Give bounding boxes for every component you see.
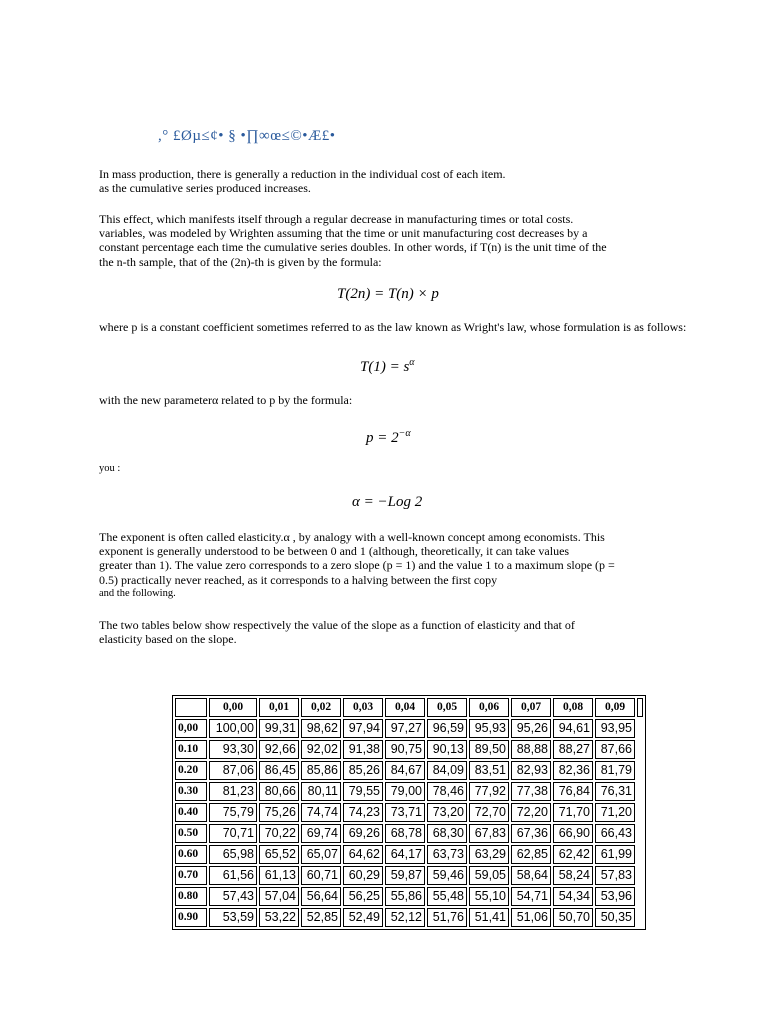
table-cell: 93,30 bbox=[209, 740, 257, 759]
table-cell: 65,07 bbox=[301, 845, 341, 864]
table-cell: 92,66 bbox=[259, 740, 299, 759]
table-row bbox=[175, 866, 643, 885]
table-row bbox=[175, 824, 643, 843]
page-heading: ,° £Øµ≤¢• § •∏∞œ≤©•Æ£• bbox=[158, 128, 336, 144]
table-cell: 74,74 bbox=[301, 803, 341, 822]
table-cell: 71,70 bbox=[553, 803, 593, 822]
table-cell: 72,70 bbox=[469, 803, 509, 822]
text-line: where p is a constant coefficient sometimes referred to as the law known as Wright's law, whose formulation is as follows: bbox=[99, 320, 687, 334]
text-line: The exponent is often called elasticity.α , by analogy with a well-known concept among economists. This bbox=[99, 530, 605, 544]
table-cell: 98,62 bbox=[301, 719, 341, 738]
table-row bbox=[175, 803, 643, 822]
table-cell: 60,29 bbox=[343, 866, 383, 885]
table-cell: 77,92 bbox=[469, 782, 509, 801]
table-cell: 82,36 bbox=[553, 761, 593, 780]
table-cell: 88,88 bbox=[511, 740, 551, 759]
table-cell: 94,61 bbox=[553, 719, 593, 738]
tables-intro-paragraph bbox=[99, 618, 699, 646]
table-cell: 55,10 bbox=[469, 887, 509, 906]
row-header: 0.90 bbox=[175, 908, 207, 927]
table-cell: 91,38 bbox=[343, 740, 383, 759]
text-line: as the cumulative series produced increases. bbox=[99, 181, 311, 196]
table-cell: 57,04 bbox=[259, 887, 299, 906]
table-cell: 69,26 bbox=[343, 824, 383, 843]
formula-exponent: α bbox=[409, 357, 415, 368]
table-cell: 61,56 bbox=[209, 866, 257, 885]
table-cell: 95,26 bbox=[511, 719, 551, 738]
table-cell: 90,75 bbox=[385, 740, 425, 759]
table-cell: 52,85 bbox=[301, 908, 341, 927]
table-cell: 99,31 bbox=[259, 719, 299, 738]
text-line: exponent is generally understood to be between 0 and 1 (although, theoretically, it can take values bbox=[99, 544, 570, 559]
text-line: the n-th sample, that of the (2n)-th is given by the formula: bbox=[99, 254, 382, 269]
table-cell: 55,86 bbox=[385, 887, 425, 906]
table-cell: 50,70 bbox=[553, 908, 593, 927]
table-cell: 90,13 bbox=[427, 740, 467, 759]
table-cell: 89,50 bbox=[469, 740, 509, 759]
table-row bbox=[175, 719, 643, 738]
table-cell: 67,83 bbox=[469, 824, 509, 843]
text-line: greater than 1). The value zero corresponds to a zero slope (p = 1) and the value 1 to a maximum slope (p = bbox=[99, 558, 615, 573]
row-header: 0.20 bbox=[175, 761, 207, 780]
table-cell: 60,71 bbox=[301, 866, 341, 885]
text-line: and the following. bbox=[99, 587, 176, 599]
table-cell: 65,98 bbox=[209, 845, 257, 864]
table-cell: 71,20 bbox=[595, 803, 635, 822]
table-cell: 53,96 bbox=[595, 887, 635, 906]
table-cell: 55,48 bbox=[427, 887, 467, 906]
table-cell: 84,09 bbox=[427, 761, 467, 780]
table-cell: 64,17 bbox=[385, 845, 425, 864]
row-header: 0,00 bbox=[175, 719, 207, 738]
table-cell: 81,79 bbox=[595, 761, 635, 780]
table-cell: 75,79 bbox=[209, 803, 257, 822]
table-cell: 51,06 bbox=[511, 908, 551, 927]
table-cell: 92,02 bbox=[301, 740, 341, 759]
column-header: 0,09 bbox=[595, 698, 635, 717]
table-cell: 97,94 bbox=[343, 719, 383, 738]
table-row bbox=[175, 740, 643, 759]
table-cell: 85,26 bbox=[343, 761, 383, 780]
table-cell: 50,35 bbox=[595, 908, 635, 927]
table-cell: 61,13 bbox=[259, 866, 299, 885]
row-header: 0.60 bbox=[175, 845, 207, 864]
table-cell: 66,43 bbox=[595, 824, 635, 843]
table-cell: 87,66 bbox=[595, 740, 635, 759]
table-cell: 61,99 bbox=[595, 845, 635, 864]
column-header: 0,06 bbox=[469, 698, 509, 717]
table-cell: 79,55 bbox=[343, 782, 383, 801]
table-cell: 80,11 bbox=[301, 782, 341, 801]
column-header bbox=[637, 698, 643, 717]
table-cell: 97,27 bbox=[385, 719, 425, 738]
slope-elasticity-table bbox=[172, 695, 646, 930]
table-cell: 54,71 bbox=[511, 887, 551, 906]
table-body bbox=[175, 719, 643, 927]
table-cell: 58,64 bbox=[511, 866, 551, 885]
table-cell: 59,46 bbox=[427, 866, 467, 885]
table-row bbox=[175, 887, 643, 906]
table-cell: 72,20 bbox=[511, 803, 551, 822]
elasticity-paragraph bbox=[99, 530, 699, 601]
table-cell: 57,83 bbox=[595, 866, 635, 885]
column-header: 0,03 bbox=[343, 698, 383, 717]
row-header: 0.50 bbox=[175, 824, 207, 843]
table-row bbox=[175, 761, 643, 780]
table-cell: 59,05 bbox=[469, 866, 509, 885]
table-cell: 100,00 bbox=[209, 719, 257, 738]
table-cell: 87,06 bbox=[209, 761, 257, 780]
column-header: 0,07 bbox=[511, 698, 551, 717]
table-cell: 95,93 bbox=[469, 719, 509, 738]
column-header bbox=[175, 698, 207, 717]
table-cell: 54,34 bbox=[553, 887, 593, 906]
table-cell: 75,26 bbox=[259, 803, 299, 822]
table-cell: 81,23 bbox=[209, 782, 257, 801]
row-header: 0.40 bbox=[175, 803, 207, 822]
table-cell: 73,71 bbox=[385, 803, 425, 822]
wright-model-paragraph bbox=[99, 212, 699, 269]
table-cell: 79,00 bbox=[385, 782, 425, 801]
column-header: 0,01 bbox=[259, 698, 299, 717]
formula-base: p = 2 bbox=[366, 430, 399, 446]
table-cell: 88,27 bbox=[553, 740, 593, 759]
you-label bbox=[99, 462, 699, 476]
column-header: 0,05 bbox=[427, 698, 467, 717]
row-header: 0.10 bbox=[175, 740, 207, 759]
formula-exponent: −α bbox=[398, 428, 411, 439]
column-header: 0,00 bbox=[209, 698, 257, 717]
table-header-row bbox=[175, 698, 643, 717]
table-cell: 86,45 bbox=[259, 761, 299, 780]
table-cell: 51,76 bbox=[427, 908, 467, 927]
table-cell: 84,67 bbox=[385, 761, 425, 780]
table-row bbox=[175, 908, 643, 927]
table-cell: 52,49 bbox=[343, 908, 383, 927]
table-cell: 76,84 bbox=[553, 782, 593, 801]
formula-wright-law bbox=[360, 357, 415, 376]
row-header: 0.30 bbox=[175, 782, 207, 801]
table-cell: 74,23 bbox=[343, 803, 383, 822]
text-line: constant percentage each time the cumulative series doubles. In other words, if T(n) is the unit time of the bbox=[99, 240, 607, 255]
table-cell: 62,42 bbox=[553, 845, 593, 864]
text-line: elasticity based on the slope. bbox=[99, 632, 237, 647]
table-cell: 56,25 bbox=[343, 887, 383, 906]
table-cell: 66,90 bbox=[553, 824, 593, 843]
table-cell: 82,93 bbox=[511, 761, 551, 780]
table-cell: 77,38 bbox=[511, 782, 551, 801]
table-cell: 76,31 bbox=[595, 782, 635, 801]
table-cell: 64,62 bbox=[343, 845, 383, 864]
intro-paragraph bbox=[99, 167, 699, 195]
table-row bbox=[175, 782, 643, 801]
text-line: The two tables below show respectively the value of the slope as a function of elasticity and that of bbox=[99, 618, 575, 632]
table-cell: 63,73 bbox=[427, 845, 467, 864]
text-line: In mass production, there is generally a reduction in the individual cost of each item. bbox=[99, 167, 506, 181]
table-cell: 85,86 bbox=[301, 761, 341, 780]
table-cell: 62,85 bbox=[511, 845, 551, 864]
row-header: 0.80 bbox=[175, 887, 207, 906]
column-header: 0,08 bbox=[553, 698, 593, 717]
wright-law-paragraph bbox=[99, 320, 719, 334]
text-line: with the new parameterα related to p by the formula: bbox=[99, 393, 353, 407]
text-line: This effect, which manifests itself through a regular decrease in manufacturing times or total costs. bbox=[99, 212, 574, 226]
table-cell: 80,66 bbox=[259, 782, 299, 801]
formula-elasticity: α = −Log 2 bbox=[352, 494, 423, 510]
parameter-paragraph bbox=[99, 393, 699, 407]
formula-doubling: T(2n) = T(n) × p bbox=[337, 286, 439, 302]
column-header: 0,02 bbox=[301, 698, 341, 717]
table-cell: 58,24 bbox=[553, 866, 593, 885]
table-cell: 93,95 bbox=[595, 719, 635, 738]
table-cell: 73,20 bbox=[427, 803, 467, 822]
table-cell: 63,29 bbox=[469, 845, 509, 864]
row-header: 0.70 bbox=[175, 866, 207, 885]
formula-slope bbox=[366, 428, 411, 447]
text-line: variables, was modeled by Wrighten assuming that the time or unit manufacturing cost decreases by a bbox=[99, 226, 588, 241]
table-cell: 56,64 bbox=[301, 887, 341, 906]
text-line: you : bbox=[99, 463, 121, 474]
table-cell: 83,51 bbox=[469, 761, 509, 780]
table-cell: 57,43 bbox=[209, 887, 257, 906]
table-cell: 70,71 bbox=[209, 824, 257, 843]
table-cell: 59,87 bbox=[385, 866, 425, 885]
table-cell: 52,12 bbox=[385, 908, 425, 927]
table-cell: 68,30 bbox=[427, 824, 467, 843]
table-cell: 53,59 bbox=[209, 908, 257, 927]
table-cell: 70,22 bbox=[259, 824, 299, 843]
column-header: 0,04 bbox=[385, 698, 425, 717]
table-cell: 69,74 bbox=[301, 824, 341, 843]
table-cell: 96,59 bbox=[427, 719, 467, 738]
table-cell: 67,36 bbox=[511, 824, 551, 843]
table-cell: 68,78 bbox=[385, 824, 425, 843]
table-cell: 78,46 bbox=[427, 782, 467, 801]
text-line: 0.5) practically never reached, as it corresponds to a halving between the first copy bbox=[99, 572, 498, 587]
table-cell: 65,52 bbox=[259, 845, 299, 864]
table-cell: 53,22 bbox=[259, 908, 299, 927]
formula-base: T(1) = s bbox=[360, 359, 410, 375]
table-row bbox=[175, 845, 643, 864]
table-cell: 51,41 bbox=[469, 908, 509, 927]
